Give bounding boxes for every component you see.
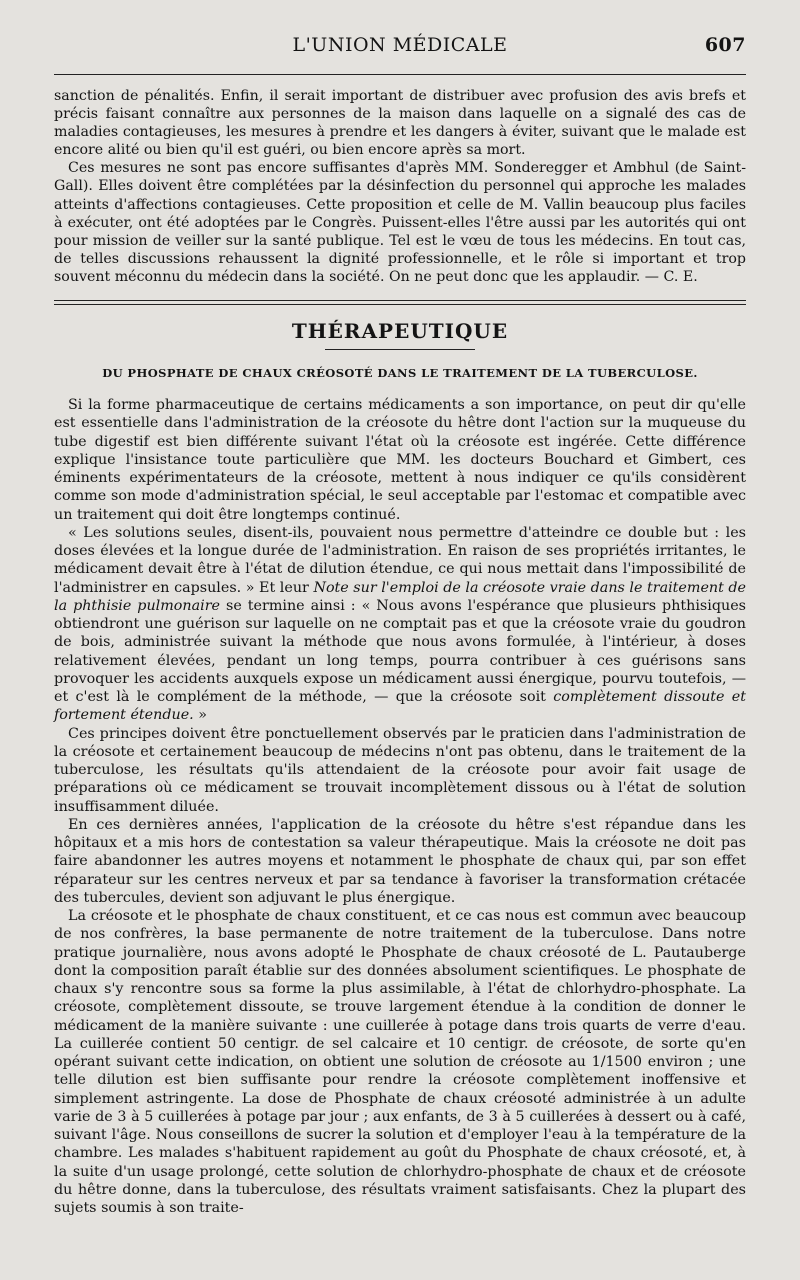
header-rule [54, 74, 746, 75]
quote-emphasis: complètement dissoute et fortement étendue. [54, 689, 747, 724]
intro-paragraph-2: Ces mesures ne sont pas encore suffisantes d'après MM. Sonderegger et Ambhul (de Saint-Gall). Elles doivent être complétées par la désinfection du personnel qui approche les malades atteints d'affections contagieuses. Cette proposition et celle de M. Vallin beaucoup plus faciles à exécuter, ont été adoptées par le Congrès. Puissent-elles l'être aussi par les autorités qui ont pour mission de veiller sur la santé publique. Tel est le vœu de tous les médecins. En tout cas, de telles discussions rehaussent la dignité professionnelle, et le rôle si important et trop souvent méconnu du médecin dans la société. On ne peut donc que les applaudir. — C. E. [54, 160, 746, 285]
intro-text [54, 87, 746, 286]
body-paragraph-4: En ces dernières années, l'application de la créosote du hêtre s'est répandue dans les hôpitaux et a mis hors de contestation sa valeur thérapeutique. Mais la créosote ne doit pas faire abandonner les autres moyens et notamment le phosphate de chaux qui, par son effet réparateur sur les centres nerveux et par sa tendance à favoriser la transformation crétacée des tubercules, devient son adjuvant le plus énergique. [54, 816, 746, 906]
body-paragraph-3: Ces principes doivent être ponctuellement observés par le praticien dans l'administration de la créosote et certainement beaucoup de médecins n'ont pas obtenu, dans le traitement de la tuberculose, les résultats qu'ils attendaient de la créosote pour avoir fait usage de préparations où ce médicament se trouvait incomplètement dissous ou à l'état de solution insuffisamment diluée. [54, 725, 746, 815]
quote-part-1: « Les solutions seules, disent-ils, pouvaient nous permettre d'atteindre ce double but : les doses élevées et la longue durée de l'administration. En raison de ses propriétés irritantes, le médicament devait être à l'état de dilution étendue, ce qui nous mettait dans l'impossibilité de l'administrer en capsules. » Et leur [54, 524, 746, 596]
section-title: THÉRAPEUTIQUE [291, 319, 509, 344]
quote-close: » [198, 707, 207, 724]
section-divider [54, 300, 746, 305]
section-title-rule [325, 349, 475, 350]
note-title: Note sur l'emploi de la créosote vraie dans le traitement de la phthisie pulmonaire [54, 579, 747, 614]
body-paragraph-1: Si la forme pharmaceutique de certains médicaments a son importance, on peut dir qu'elle est essentielle dans l'administration de la créosote du hêtre dont l'action sur la muqueuse du tube digestif est bien différente suivant l'état où la créosote est ingérée. Cette différence explique l'insistance toute particulière que MM. les docteurs Bouchard et Gimbert, ces éminents expérimentateurs de la créosote, mettent à nous indiquer ce qu'ils considèrent comme son mode d'administration spécial, le seul acceptable par l'estomac et compatible avec un traitement qui doit être longtemps continué. [54, 397, 746, 523]
intro-paragraph-1: sanction de pénalités. Enfin, il serait important de distribuer avec profusion des avis brefs et précis faisant connaître aux personnes de la maison dans laquelle on a signalé des cas de maladies contagieuses, les mesures à prendre et les dangers à éviter, suivant que le malade est encore alité ou bien qu'il est guéri, ou bien encore après sa mort. [54, 88, 746, 159]
body-paragraph-5: La créosote et le phosphate de chaux constituent, et ce cas nous est commun avec beaucoup de nos confrères, la base permanente de notre traitement de la tuberculose. Dans notre pratique journalière, nous avons adopté le Phosphate de chaux créosoté de L. Pautauberge dont la composition paraît établie sur des données absolument scientifiques. Le phosphate de chaux s'y rencontre sous sa forme la plus assimilable, à l'état de chlorhydro-phosphate. La créosote, complètement dissoute, se trouve largement étendue à la condition de donner le médicament de la manière suivante : une cuillerée à potage dans trois quarts de verre d'eau. La cuillerée contient 50 centigr. de sel calcaire et 10 centigr. de créosote, de sorte qu'en opérant suivant cette indication, on obtient une solution de créosote au 1/1500 environ ; une telle dilution est bien suffisante pour rendre la créosote complètement inoffensive et simplement astringente. La dose de Phosphate de chaux créosoté administrée à un adulte varie de 3 à 5 cuillerées à potage par jour ; aux enfants, de 3 à 5 cuillerées à dessert ou à café, suivant l'âge. Nous conseillons de sucrer la solution et d'employer l'eau à la température de la chambre. Les malades s'habituent rapidement au goût du Phosphate de chaux créosoté, et, à la suite d'un usage prolongé, cette solution de chlorhydro-phosphate de chaux et de créosote du hêtre donne, dans la tuberculose, des résultats vraiment satisfaisants. Chez la plupart des sujets soumis à son traite- [54, 908, 746, 1217]
article-title: DU PHOSPHATE DE CHAUX CRÉOSOTÉ DANS LE TRAITEMENT DE LA TUBERCULOSE. [102, 366, 698, 381]
running-head [54, 34, 746, 68]
article-body [54, 396, 746, 1217]
page-number: 607 [704, 34, 746, 56]
quote-part-2: se termine ainsi : « Nous avons l'espérance que plusieurs phthisiques obtiendront une guérison sur laquelle on ne comptait pas et que la créosote vraie du goudron de bois, administrée suivant la méthode que nous avons formulée, à l'intérieur, à doses relativement élevées, pendant un long temps, pourra contribuer à ces guérisons sans provoquer les accidents auxquels expose un médicament aussi énergique, pourvu toutefois, — et c'est là le complément de la méthode, — que la créosote soit [54, 597, 747, 706]
body-paragraph-2 [54, 524, 746, 725]
running-title: L'UNION MÉDICALE [292, 34, 508, 56]
